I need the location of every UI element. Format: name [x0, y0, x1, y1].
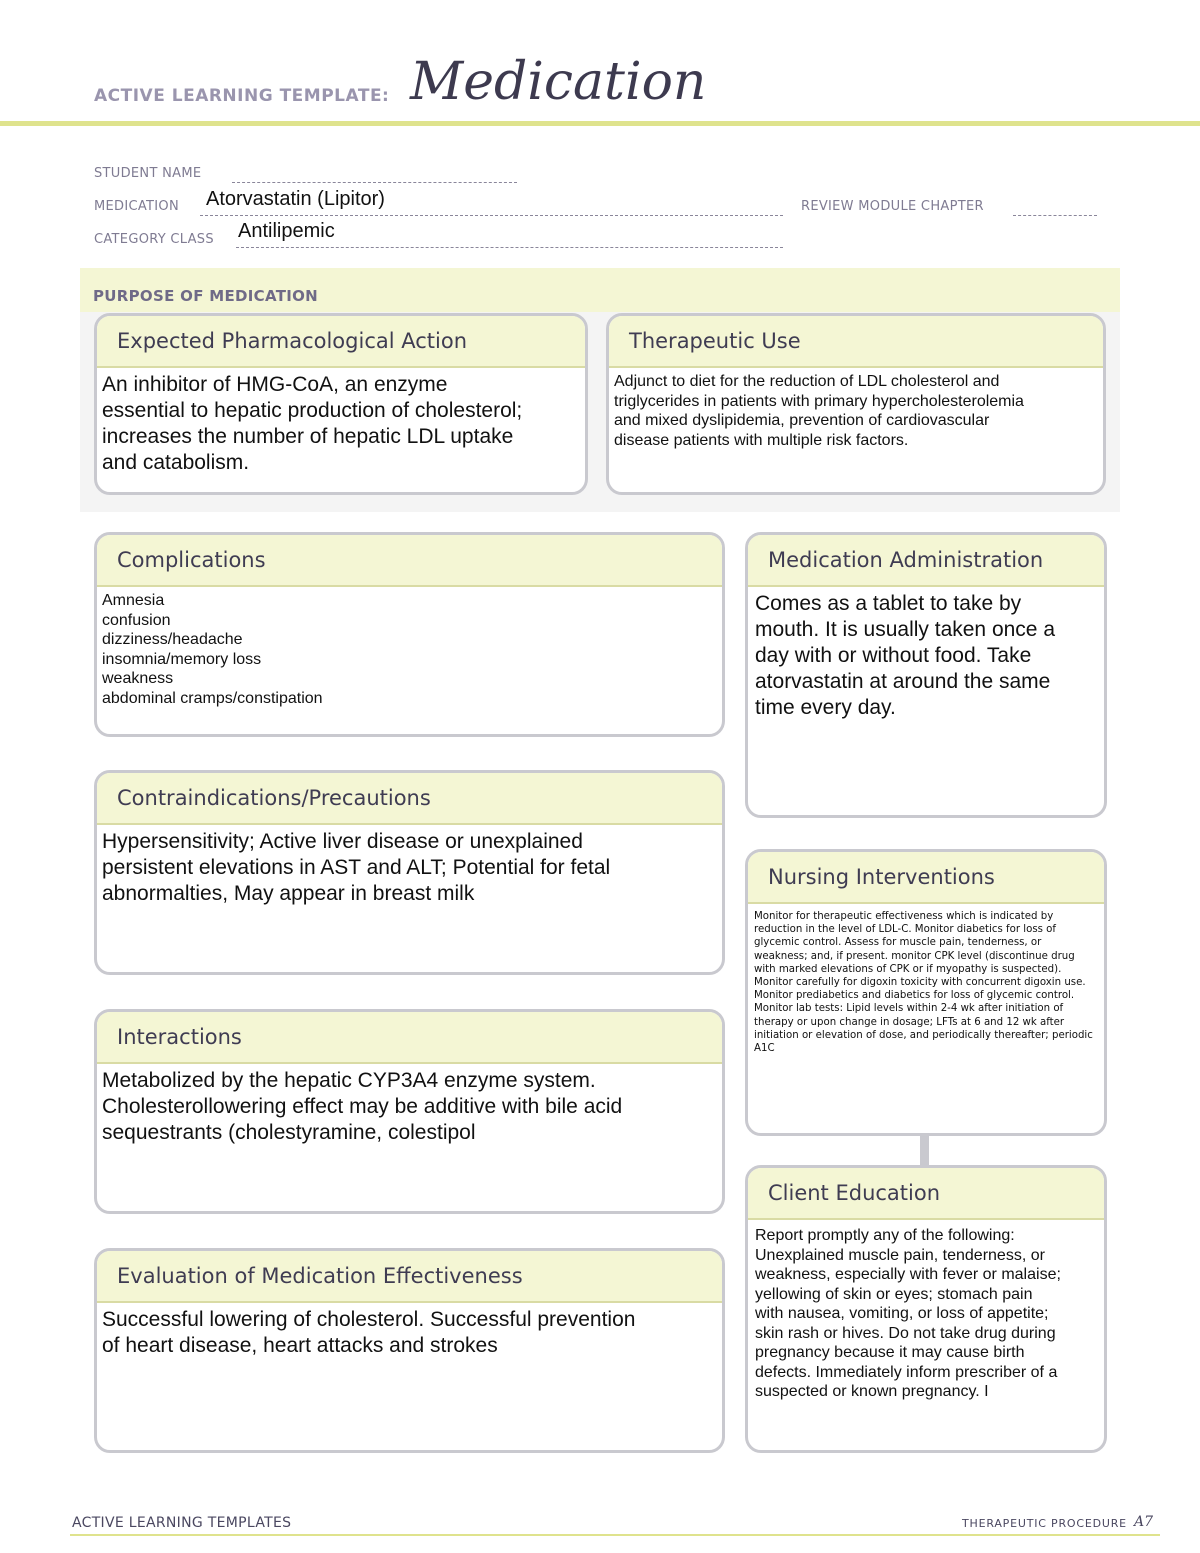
- nursing-interventions-title: Nursing Interventions: [768, 865, 995, 889]
- text-line: and mixed dyslipidemia, prevention of cardiovascular: [614, 412, 990, 429]
- nursing-interventions-box: [745, 849, 1107, 1136]
- therapeutic-use-text[interactable]: [609, 368, 1103, 450]
- text-line: of heart disease, heart attacks and strokes: [102, 1334, 498, 1357]
- text-line: skin rash or hives. Do not take drug during: [755, 1324, 1056, 1342]
- footer-right: THERAPEUTIC PROCEDURE: [962, 1517, 1127, 1530]
- interactions-text[interactable]: [97, 1064, 722, 1146]
- text-line: essential to hepatic production of cholesterol;: [102, 399, 523, 422]
- text-line: and catabolism.: [102, 451, 250, 474]
- text-line: glycemic control. Assess for muscle pain, tenderness, or: [754, 937, 1042, 949]
- therapeutic-use-box: [606, 313, 1106, 495]
- footer-divider: [70, 1534, 1160, 1536]
- text-line: weakness: [102, 670, 174, 687]
- complications-title: Complications: [117, 548, 266, 572]
- text-line: Monitor for therapeutic effectiveness which is indicated by: [754, 911, 1054, 922]
- expected-action-box: [94, 313, 588, 495]
- text-line: with nausea, vomiting, or loss of appetite;: [755, 1305, 1049, 1322]
- review-module-line[interactable]: [1013, 215, 1097, 216]
- text-line: insomnia/memory loss: [102, 650, 262, 668]
- text-line: weakness; and, if present. monitor CPK level (discontinue drug: [754, 950, 1075, 962]
- evaluation-title: Evaluation of Medication Effectiveness: [117, 1264, 523, 1288]
- text-line: Cholesterollowering effect may be additive with bile acid: [102, 1095, 623, 1118]
- therapeutic-use-title: Therapeutic Use: [629, 329, 801, 353]
- contraindications-header: [97, 773, 722, 825]
- expected-action-title: Expected Pharmacological Action: [117, 329, 468, 353]
- text-line: increases the number of hepatic LDL uptake: [102, 425, 514, 448]
- text-line: abnormalties, May appear in breast milk: [102, 882, 475, 905]
- interactions-title: Interactions: [117, 1025, 242, 1049]
- text-line: pregnancy because it may cause birth: [755, 1344, 1025, 1361]
- student-name-label: STUDENT NAME: [94, 166, 202, 181]
- student-name-line[interactable]: [232, 182, 517, 183]
- text-line: mouth. It is usually taken once a: [755, 618, 1055, 641]
- evaluation-text[interactable]: [97, 1303, 722, 1359]
- client-education-text[interactable]: [748, 1220, 1104, 1402]
- client-education-box: [745, 1165, 1107, 1453]
- complications-header: [97, 535, 722, 587]
- text-line: Report promptly any of the following:: [755, 1227, 1015, 1244]
- client-education-header: [748, 1168, 1104, 1220]
- text-line: abdominal cramps/constipation: [102, 689, 323, 707]
- category-class-line[interactable]: [236, 247, 783, 248]
- expected-action-header: [97, 316, 585, 368]
- administration-title: Medication Administration: [768, 548, 1044, 572]
- evaluation-box: [94, 1248, 725, 1453]
- administration-box: [745, 532, 1107, 818]
- complications-text[interactable]: [97, 587, 722, 708]
- complications-box: [94, 532, 725, 737]
- contraindications-box: [94, 770, 725, 975]
- administration-text[interactable]: [748, 587, 1104, 721]
- text-line: Comes as a tablet to take by: [755, 592, 1022, 615]
- box-connector: [920, 1135, 929, 1167]
- text-line: dizziness/headache: [102, 631, 243, 648]
- purpose-label: PURPOSE OF MEDICATION: [93, 287, 319, 305]
- text-line: Unexplained muscle pain, tenderness, or: [755, 1246, 1045, 1264]
- text-line: Adjunct to diet for the reduction of LDL cholesterol and: [614, 373, 1000, 390]
- text-line: disease patients with multiple risk factors.: [614, 431, 909, 449]
- footer-left: ACTIVE LEARNING TEMPLATES: [72, 1515, 292, 1531]
- interactions-box: [94, 1009, 725, 1214]
- client-education-title: Client Education: [768, 1181, 941, 1205]
- template-label: ACTIVE LEARNING TEMPLATE:: [94, 86, 390, 106]
- text-line: persistent elevations in AST and ALT; Potential for fetal: [102, 856, 611, 879]
- text-line: An inhibitor of HMG-CoA, an enzyme: [102, 373, 448, 396]
- text-line: Metabolized by the hepatic CYP3A4 enzyme system.: [102, 1069, 596, 1092]
- administration-header: [748, 535, 1104, 587]
- contraindications-text[interactable]: [97, 825, 722, 907]
- nursing-interventions-header: [748, 852, 1104, 904]
- text-line: Successful lowering of cholesterol. Successful prevention: [102, 1308, 636, 1331]
- page-number: A7: [1134, 1514, 1154, 1530]
- contraindications-title: Contraindications/Precautions: [117, 786, 431, 810]
- text-line: day with or without food. Take: [755, 644, 1032, 667]
- expected-action-text[interactable]: [97, 368, 585, 476]
- text-line: triglycerides in patients with primary hypercholesterolemia: [614, 392, 1024, 410]
- text-line: Monitor prediabetics and diabetics for loss of glycemic control.: [754, 990, 1075, 1002]
- text-line: time every day.: [755, 696, 896, 719]
- review-module-label: REVIEW MODULE CHAPTER: [801, 199, 984, 214]
- medication-line[interactable]: [200, 215, 783, 216]
- text-line: reduction in the level of LDL-C. Monitor diabetics for loss of: [754, 924, 1056, 936]
- evaluation-header: [97, 1251, 722, 1303]
- text-line: Amnesia: [102, 592, 165, 609]
- text-line: with marked elevations of CPK or if myopathy is suspected).: [754, 963, 1062, 975]
- page-title: Medication: [410, 52, 707, 112]
- text-line: initiation or elevation of dose, and periodically thereafter; periodic: [754, 1029, 1093, 1041]
- nursing-interventions-text[interactable]: [748, 904, 1104, 1055]
- text-line: atorvastatin at around the same: [755, 670, 1051, 693]
- text-line: confusion: [102, 611, 171, 629]
- text-line: Hypersensitivity; Active liver disease or unexplained: [102, 830, 583, 853]
- text-line: sequestrants (cholestyramine, colestipol: [102, 1121, 476, 1144]
- category-class-value: Antilipemic: [238, 220, 335, 242]
- text-line: weakness, especially with fever or malaise;: [755, 1266, 1061, 1283]
- category-class-label: CATEGORY CLASS: [94, 232, 214, 247]
- text-line: Monitor lab tests: Lipid levels within 2-4 wk after initiation of: [754, 1003, 1064, 1015]
- header-divider: [0, 121, 1200, 126]
- text-line: suspected or known pregnancy. I: [755, 1383, 989, 1400]
- interactions-header: [97, 1012, 722, 1064]
- text-line: defects. Immediately inform prescriber of a: [755, 1363, 1058, 1381]
- text-line: therapy or upon change in dosage; LFTs at 6 and 12 wk after: [754, 1016, 1065, 1028]
- text-line: Monitor carefully for digoxin toxicity with concurrent digoxin use.: [754, 977, 1086, 989]
- therapeutic-use-header: [609, 316, 1103, 368]
- text-line: A1C: [754, 1043, 775, 1055]
- text-line: yellowing of skin or eyes; stomach pain: [755, 1285, 1033, 1303]
- medication-label: MEDICATION: [94, 199, 179, 214]
- medication-value: Atorvastatin (Lipitor): [206, 188, 385, 210]
